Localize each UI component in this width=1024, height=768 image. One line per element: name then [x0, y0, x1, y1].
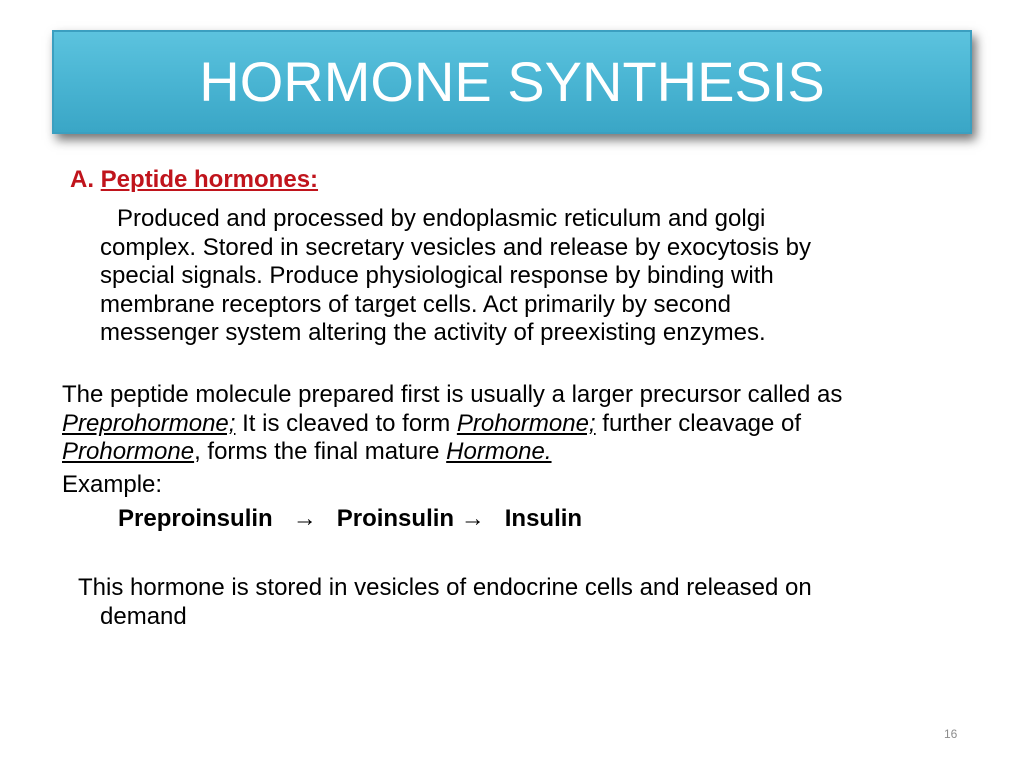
pathway-step: Insulin	[504, 505, 583, 532]
storage-line: demand	[100, 602, 187, 630]
peptide-description	[100, 205, 980, 348]
description-line: Produced and processed by endoplasmic reticulum and golgi	[117, 205, 766, 232]
pathway-step: Proinsulin	[336, 505, 455, 532]
example-label: Example:	[62, 471, 163, 498]
section-heading	[70, 166, 318, 194]
pathway-step: Preproinsulin	[118, 505, 273, 532]
term-prohormone: Prohormone	[62, 438, 195, 465]
section-title: Peptide hormones:	[100, 166, 319, 193]
arrow-icon: →	[460, 505, 485, 532]
precursor-line	[62, 410, 1002, 439]
description-line: messenger system altering the activity of preexisting enzymes.	[100, 319, 766, 346]
section-prefix: A.	[70, 166, 101, 193]
precursor-line: The peptide molecule prepared first is usually a larger precursor called as	[62, 381, 843, 408]
term-preprohormone: Preprohormone;	[62, 409, 236, 437]
term-hormone: Hormone.	[446, 438, 552, 465]
slide-title: HORMONE SYNTHESIS	[199, 50, 825, 113]
storage-line: This hormone is stored in vesicles of endocrine cells and released on	[78, 574, 812, 601]
storage-paragraph	[78, 574, 978, 631]
precursor-text: It is cleaved to form	[235, 409, 457, 437]
arrow-icon: →	[292, 505, 317, 532]
page-number: 16	[944, 727, 958, 741]
description-line: special signals. Produce physiological response by binding with	[100, 262, 774, 289]
precursor-line	[62, 438, 1002, 467]
insulin-pathway	[118, 505, 582, 534]
precursor-paragraph	[62, 381, 1002, 467]
description-line: complex. Stored in secretary vesicles and release by exocytosis by	[100, 233, 811, 261]
precursor-text: , forms the final mature	[194, 438, 447, 465]
term-prohormone: Prohormone;	[456, 409, 596, 437]
precursor-text: further cleavage of	[595, 409, 802, 437]
description-line: membrane receptors of target cells. Act primarily by second	[100, 290, 731, 318]
